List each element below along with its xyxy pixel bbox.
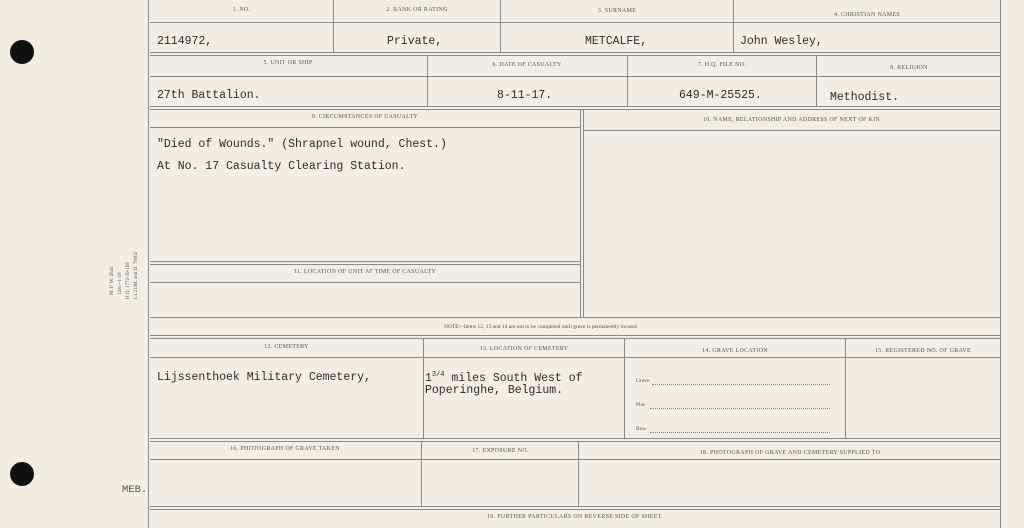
rule xyxy=(578,441,579,506)
header-religion: 8. RELIGION xyxy=(890,65,928,71)
circumstances-line-2: At No. 17 Casualty Clearing Station. xyxy=(157,160,406,173)
rule xyxy=(150,438,1000,442)
rule xyxy=(150,76,1000,77)
rule xyxy=(150,261,580,265)
header-location-of-unit: 11. LOCATION OF UNIT AT TIME OF CASUALTY xyxy=(293,269,437,275)
rule xyxy=(150,52,1000,56)
rule xyxy=(333,0,334,52)
christian-names-value: John Wesley, xyxy=(740,35,823,48)
row-label: Row xyxy=(636,426,647,432)
cemetery-value: Lijssenthoek Military Cemetery, xyxy=(157,371,371,384)
rank-value: Private, xyxy=(387,35,443,48)
form-print-code xyxy=(96,215,156,305)
clerk-initials: MEB. xyxy=(122,484,148,496)
header-date-of-casualty: 6. DATE OF CASUALTY xyxy=(492,62,562,68)
rule xyxy=(421,441,422,506)
print-code-line: I.1.21/M. and D. 79002 xyxy=(134,251,139,299)
rule xyxy=(150,127,580,128)
header-location-of-cemetery: 13. LOCATION OF CEMETERY xyxy=(479,346,569,352)
rule xyxy=(500,0,501,52)
surname-value: METCALFE, xyxy=(585,35,648,48)
date-of-casualty-value: 8-11-17. xyxy=(497,89,553,102)
circumstances-line-1: "Died of Wounds." (Shrapnel wound, Chest.) xyxy=(157,138,447,151)
rule xyxy=(150,335,1000,339)
header-registered-no: 15. REGISTERED NO. OF GRAVE xyxy=(875,348,971,354)
header-next-of-kin: 10. NAME, RELATIONSHIP AND ADDRESS OF NEXT OF KIN xyxy=(702,117,881,123)
religion-value: Methodist. xyxy=(830,91,900,104)
header-rank: 2. RANK OR RATING xyxy=(386,7,448,13)
rule xyxy=(624,338,625,438)
rule xyxy=(150,317,1000,318)
print-code-line: H.Q. 1772-39-168 xyxy=(126,262,131,299)
rule xyxy=(583,130,1000,131)
header-exposure-no: 17. EXPOSURE NO. xyxy=(472,448,529,454)
form-right-border xyxy=(1000,0,1001,528)
header-christian-names: 4. CHRISTIAN NAMES xyxy=(834,12,900,18)
header-circumstances: 9. CIRCUMSTANCES OF CASUALTY xyxy=(311,114,419,120)
header-cemetery: 12. CEMETERY xyxy=(264,344,309,350)
rule xyxy=(627,55,628,106)
rule xyxy=(150,106,1000,110)
rule xyxy=(150,506,1000,510)
plot-label: Plot xyxy=(636,402,645,408)
header-unit: 5. UNIT OR SHIP xyxy=(263,60,313,66)
service-number: 2114972, xyxy=(157,35,213,48)
binder-hole-top xyxy=(10,40,34,64)
rule xyxy=(733,0,734,52)
form-left-border xyxy=(148,0,149,528)
rule xyxy=(580,109,581,317)
rule xyxy=(150,459,1000,460)
header-photo-supplied: 18. PHOTOGRAPH OF GRAVE AND CEMETERY SUPPLIED TO xyxy=(699,450,881,456)
rule xyxy=(423,338,424,438)
header-no: 1. NO. xyxy=(232,7,251,13)
header-surname: 3. SURNAME xyxy=(597,8,637,14)
header-hq-file: 7. H.Q. FILE NO. xyxy=(697,62,747,68)
hq-file-value: 649-M-25525. xyxy=(679,89,762,102)
unit-value: 27th Battalion. xyxy=(157,89,261,102)
row-dotted-line xyxy=(650,432,830,433)
print-code-line: 12m.--1-18 xyxy=(118,272,123,295)
note-text: NOTE:--Items 12, 13 and 14 are not to be completed until grave is permanently located. xyxy=(444,324,638,330)
rule xyxy=(845,338,846,438)
header-photo-taken: 16. PHOTOGRAPH OF GRAVE TAKEN xyxy=(230,446,340,452)
location-direction: miles South West of xyxy=(444,371,583,385)
rule xyxy=(816,55,817,106)
cemetery-location-line-1 xyxy=(425,371,583,385)
rule xyxy=(150,22,1000,23)
miles-fraction: 3/4 xyxy=(431,371,445,379)
binder-hole-bottom xyxy=(10,462,34,486)
rule xyxy=(150,357,1000,358)
rule xyxy=(150,282,580,283)
plot-dotted-line xyxy=(650,408,830,409)
print-code-line: M. F. W. 2643 xyxy=(110,266,115,295)
grave-label: Grave xyxy=(636,378,650,384)
rule xyxy=(427,55,428,106)
grave-dotted-line xyxy=(652,384,830,385)
footer-further-particulars: 19. FURTHER PARTICULARS ON REVERSE SIDE OF SHEET. xyxy=(487,514,663,520)
header-grave-location: 14. GRAVE LOCATION xyxy=(702,348,768,354)
rule xyxy=(583,109,584,317)
miles-whole: 1 xyxy=(425,371,432,385)
cemetery-location-line-2: Poperinghe, Belgium. xyxy=(425,384,564,397)
